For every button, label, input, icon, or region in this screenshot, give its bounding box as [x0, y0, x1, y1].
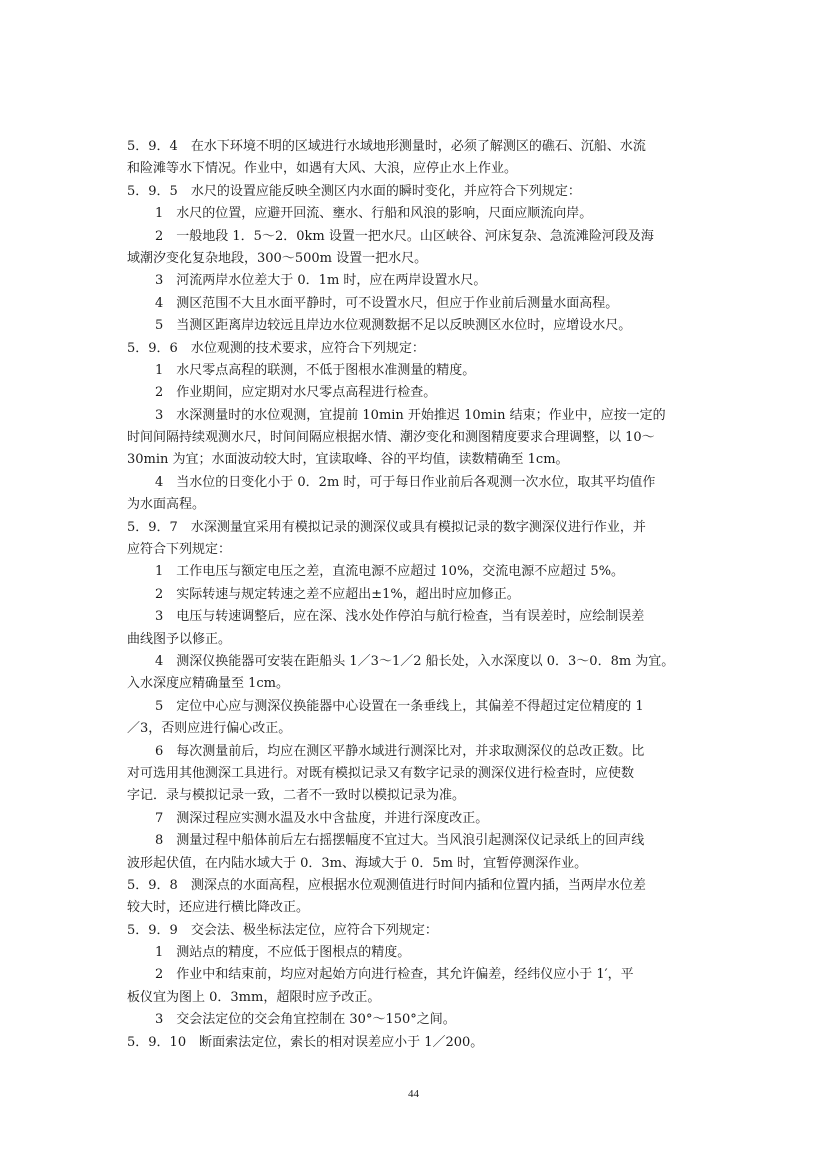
text-line: 1 工作电压与额定电压之差，直流电源不应超过 10%，交流电源不应超过 5%。: [155, 564, 625, 580]
page-number: 44: [408, 1088, 419, 1100]
text-line: 6 每次测量前后，均应在测区平静水域进行测深比对，并求取测深仪的总改正数。比: [155, 743, 645, 759]
text-line: 8 测量过程中船体前后左右摇摆幅度不宜过大。当风浪引起测深仪记录纸上的回声线: [155, 833, 645, 849]
text-line: 7 测深过程应实测水温及水中含盐度，并进行深度改正。: [155, 810, 489, 826]
text-line: 板仪宜为图上 0．3mm，超限时应予改正。: [127, 989, 381, 1005]
text-line: 5 定位中心应与测深仪换能器中心设置在一条垂线上，其偏差不得超过定位精度的 1: [155, 698, 644, 714]
text-line: 3 电压与转速调整后，应在深、浅水处作停泊与航行检查，当有误差时，应绘制误差: [155, 609, 645, 625]
text-line: 5．9．10 断面索法定位，索长的相对误差应小于 1／200。: [127, 1034, 484, 1050]
text-line: 3 水深测量时的水位观测，宜提前 10min 开始推迟 10min 结束；作业中，应按一定的: [155, 407, 666, 423]
text-line: 4 当水位的日变化小于 0．2m 时，可于每日作业前后各观测一次水位，取其平均值作: [155, 474, 656, 490]
text-line: 入水深度应精确量至 1cm。: [127, 676, 290, 692]
text-line: 时间间隔持续观测水尺，时间间隔应根据水情、潮汐变化和测图精度要求合理调整，以 10～: [127, 430, 655, 446]
text-line: 5．9．9 交会法、极坐标法定位，应符合下列规定：: [127, 922, 438, 938]
text-line: 2 作业中和结束前，均应对起始方向进行检查，其允许偏差，经纬仪应小于 1′，平: [155, 967, 634, 983]
text-line: 2 一般地段 1．5～2．0km 设置一把水尺。山区峡谷、河床复杂、急流滩险河段及海: [155, 228, 654, 244]
text-line: 应符合下列规定：: [127, 542, 232, 558]
text-line: 波形起伏值，在内陆水域大于 0．3m、海域大于 0．5m 时，宜暂停测深作业。: [127, 855, 588, 871]
text-line: 5 当测区距离岸边较远且岸边水位观测数据不足以反映测区水位时，应增设水尺。: [155, 318, 632, 334]
text-line: 5．9．4 在水下环境不明的区域进行水域地形测量时，必须了解测区的礁石、沉船、水流: [127, 139, 646, 154]
text-line: 4 测深仪换能器可安装在距船头 1／3～1／2 船长处，入水深度以 0．3～0．8m 为宜。: [155, 653, 675, 669]
text-line: ／3，否则应进行偏心改正。: [127, 721, 292, 737]
text-line: 和险滩等水下情况。作业中，如遇有大风、大浪，应停止水上作业。: [127, 161, 518, 177]
text-line: 对可选用其他测深工具进行。对既有模拟记录又有数字记录的测深仪进行检查时，应使数: [127, 765, 635, 781]
text-line: 1 测站点的精度，不应低于图根点的精度。: [155, 945, 411, 961]
text-line: 2 作业期间，应定期对水尺零点高程进行检查。: [155, 385, 437, 401]
text-line: 30min 为宜；水面波动较大时，宜读取峰、谷的平均值，读数精确至 1cm。: [127, 452, 569, 468]
text-line: 为水面高程。: [127, 497, 206, 513]
text-line: 3 河流两岸水位差大于 0．1m 时，应在两岸设置水尺。: [155, 273, 487, 289]
text-line: 3 交会法定位的交会角宜控制在 30°～150°之间。: [155, 1012, 456, 1028]
text-line: 5．9．6 水位观测的技术要求，应符合下列规定：: [127, 340, 425, 356]
document-body: [127, 136, 704, 1054]
text-line: 曲线图予以修正。: [127, 631, 232, 647]
text-line: 5．9．7 水深测量宜采用有模拟记录的测深仪或具有模拟记录的数字测深仪进行作业，并: [127, 519, 646, 535]
text-line: 4 测区范围不大且水面平静时，可不设置水尺，但应于作业前后测量水面高程。: [155, 295, 619, 311]
text-line: 域潮汐变化复杂地段，300～500m 设置一把水尺。: [127, 250, 428, 266]
text-line: 1 水尺零点高程的联测，不低于图根水准测量的精度。: [155, 362, 476, 378]
text-line: 2 实际转速与规定转速之差不应超出±1%，超出时应加修正。: [155, 586, 520, 602]
text-line: 1 水尺的位置，应避开回流、壅水、行船和风浪的影响，尺面应顺流向岸。: [155, 206, 593, 222]
text-line: 5．9．5 水尺的设置应能反映全测区内水面的瞬时变化，并应符合下列规定：: [127, 183, 581, 199]
text-line: 较大时，还应进行横比降改正。: [127, 900, 310, 916]
text-line: 5．9．8 测深点的水面高程，应根据水位观测值进行时间内插和位置内插，当两岸水位差: [127, 877, 646, 893]
text-line: 字记．录与模拟记录一致，二者不一致时以模拟记录为准。: [127, 788, 466, 804]
